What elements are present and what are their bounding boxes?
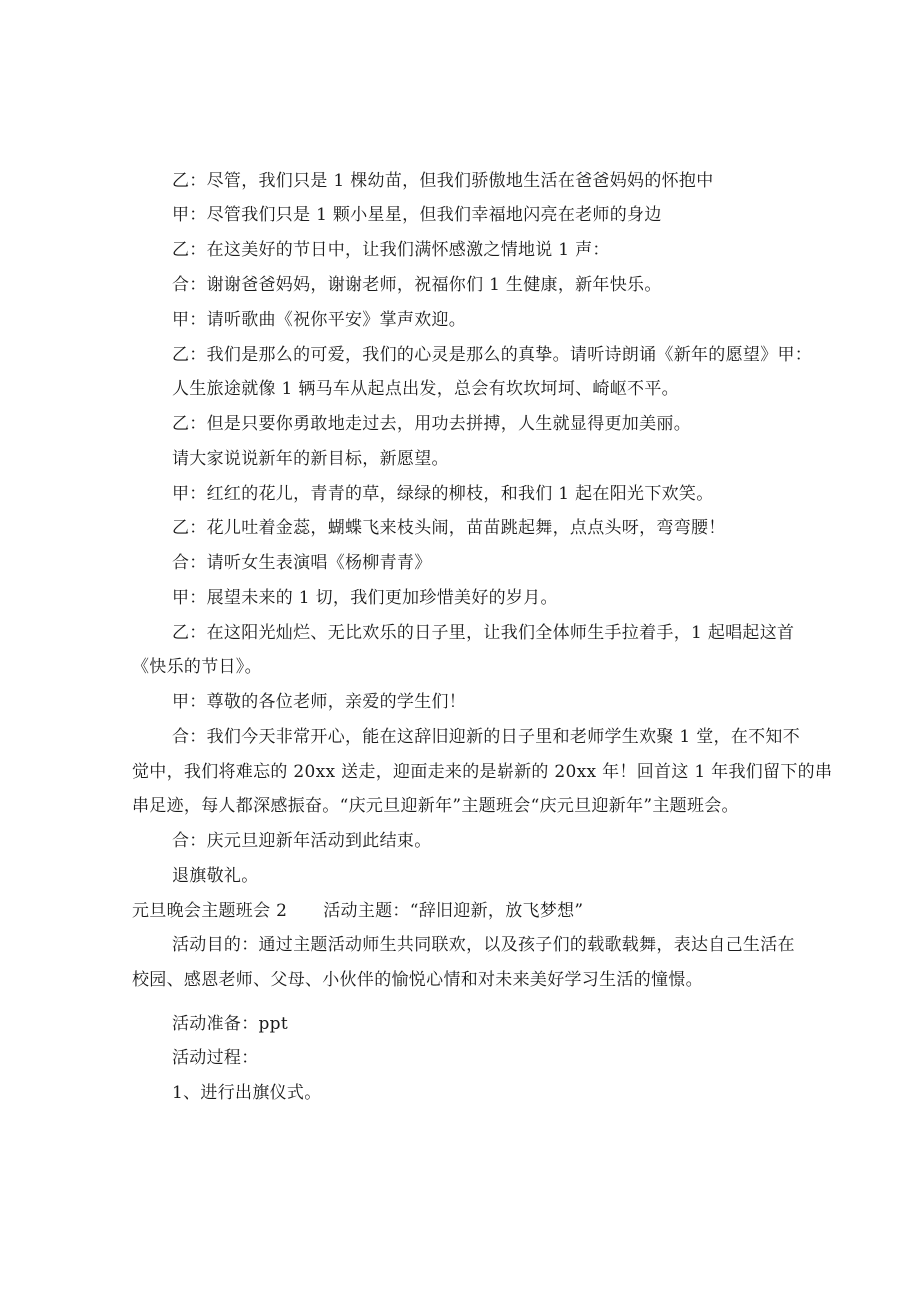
dialogue-line: 乙：在这阳光灿烂、无比欢乐的日子里，让我们全体师生手拉着手，1 起唱起这首	[172, 623, 795, 643]
purpose-line: 校园、感恩老师、父母、小伙伴的愉悦心情和对未来美好学习生活的憧憬。	[132, 970, 703, 990]
preparation-line: 活动准备：ppt	[172, 1014, 288, 1034]
dialogue-line: 人生旅途就像 1 辆马车从起点出发，总会有坎坎坷坷、崎岖不平。	[172, 379, 679, 399]
dialogue-line: 甲：展望未来的 1 切，我们更加珍惜美好的岁月。	[172, 588, 558, 608]
dialogue-line: 甲：请听歌曲《祝你平安》掌声欢迎。	[172, 310, 467, 330]
dialogue-line: 甲：尊敬的各位老师，亲爱的学生们！	[172, 692, 467, 712]
dialogue-line: 合：庆元旦迎新年活动到此结束。	[172, 831, 432, 851]
dialogue-line: 乙：尽管，我们只是 1 棵幼苗，但我们骄傲地生活在爸爸妈妈的怀抱中	[172, 171, 714, 191]
dialogue-line: 合：谢谢爸爸妈妈，谢谢老师，祝福你们 1 生健康，新年快乐。	[172, 275, 662, 295]
section-heading	[132, 900, 583, 922]
dialogue-line: 合：请听女生表演唱《杨柳青青》	[172, 553, 432, 573]
dialogue-line: 觉中，我们将难忘的 20xx 送走，迎面走来的是崭新的 20xx 年！回首这 1 年我们留下的串	[132, 762, 833, 782]
dialogue-line: 乙：我们是那么的可爱，我们的心灵是那么的真挚。请听诗朗诵《新年的愿望》甲：	[172, 345, 813, 365]
process-heading: 活动过程：	[172, 1048, 259, 1068]
dialogue-line: 退旗敬礼。	[172, 866, 259, 886]
dialogue-line: 甲：尽管我们只是 1 颗小星星，但我们幸福地闪亮在老师的身边	[172, 205, 662, 225]
purpose-line: 活动目的：通过主题活动师生共同联欢，以及孩子们的载歌载舞，表达自己生活在	[172, 935, 795, 955]
dialogue-line: 乙：在这美好的节日中，让我们满怀感激之情地说 1 声：	[172, 240, 610, 260]
dialogue-line: 请大家说说新年的新目标，新愿望。	[172, 449, 449, 469]
dialogue-line: 甲：红红的花儿，青青的草，绿绿的柳枝，和我们 1 起在阳光下欢笑。	[172, 484, 714, 504]
dialogue-line: 乙：但是只要你勇敢地走过去，用功去拼搏，人生就显得更加美丽。	[172, 414, 691, 434]
section-title: 元旦晚会主题班会 2	[132, 901, 288, 921]
dialogue-line: 合：我们今天非常开心，能在这辞旧迎新的日子里和老师学生欢聚 1 堂，在不知不	[172, 727, 801, 747]
dialogue-line: 串足迹，每人都深感振奋。“庆元旦迎新年”主题班会“庆元旦迎新年”主题班会。	[132, 796, 739, 816]
section-theme: 活动主题：“辞旧迎新，放飞梦想”	[323, 901, 584, 921]
dialogue-line: 乙：花儿吐着金蕊，蝴蝶飞来枝头闹，苗苗跳起舞，点点头呀，弯弯腰！	[172, 518, 726, 538]
process-step: 1、进行出旗仪式。	[172, 1083, 322, 1103]
dialogue-line: 《快乐的节日》。	[132, 657, 262, 677]
